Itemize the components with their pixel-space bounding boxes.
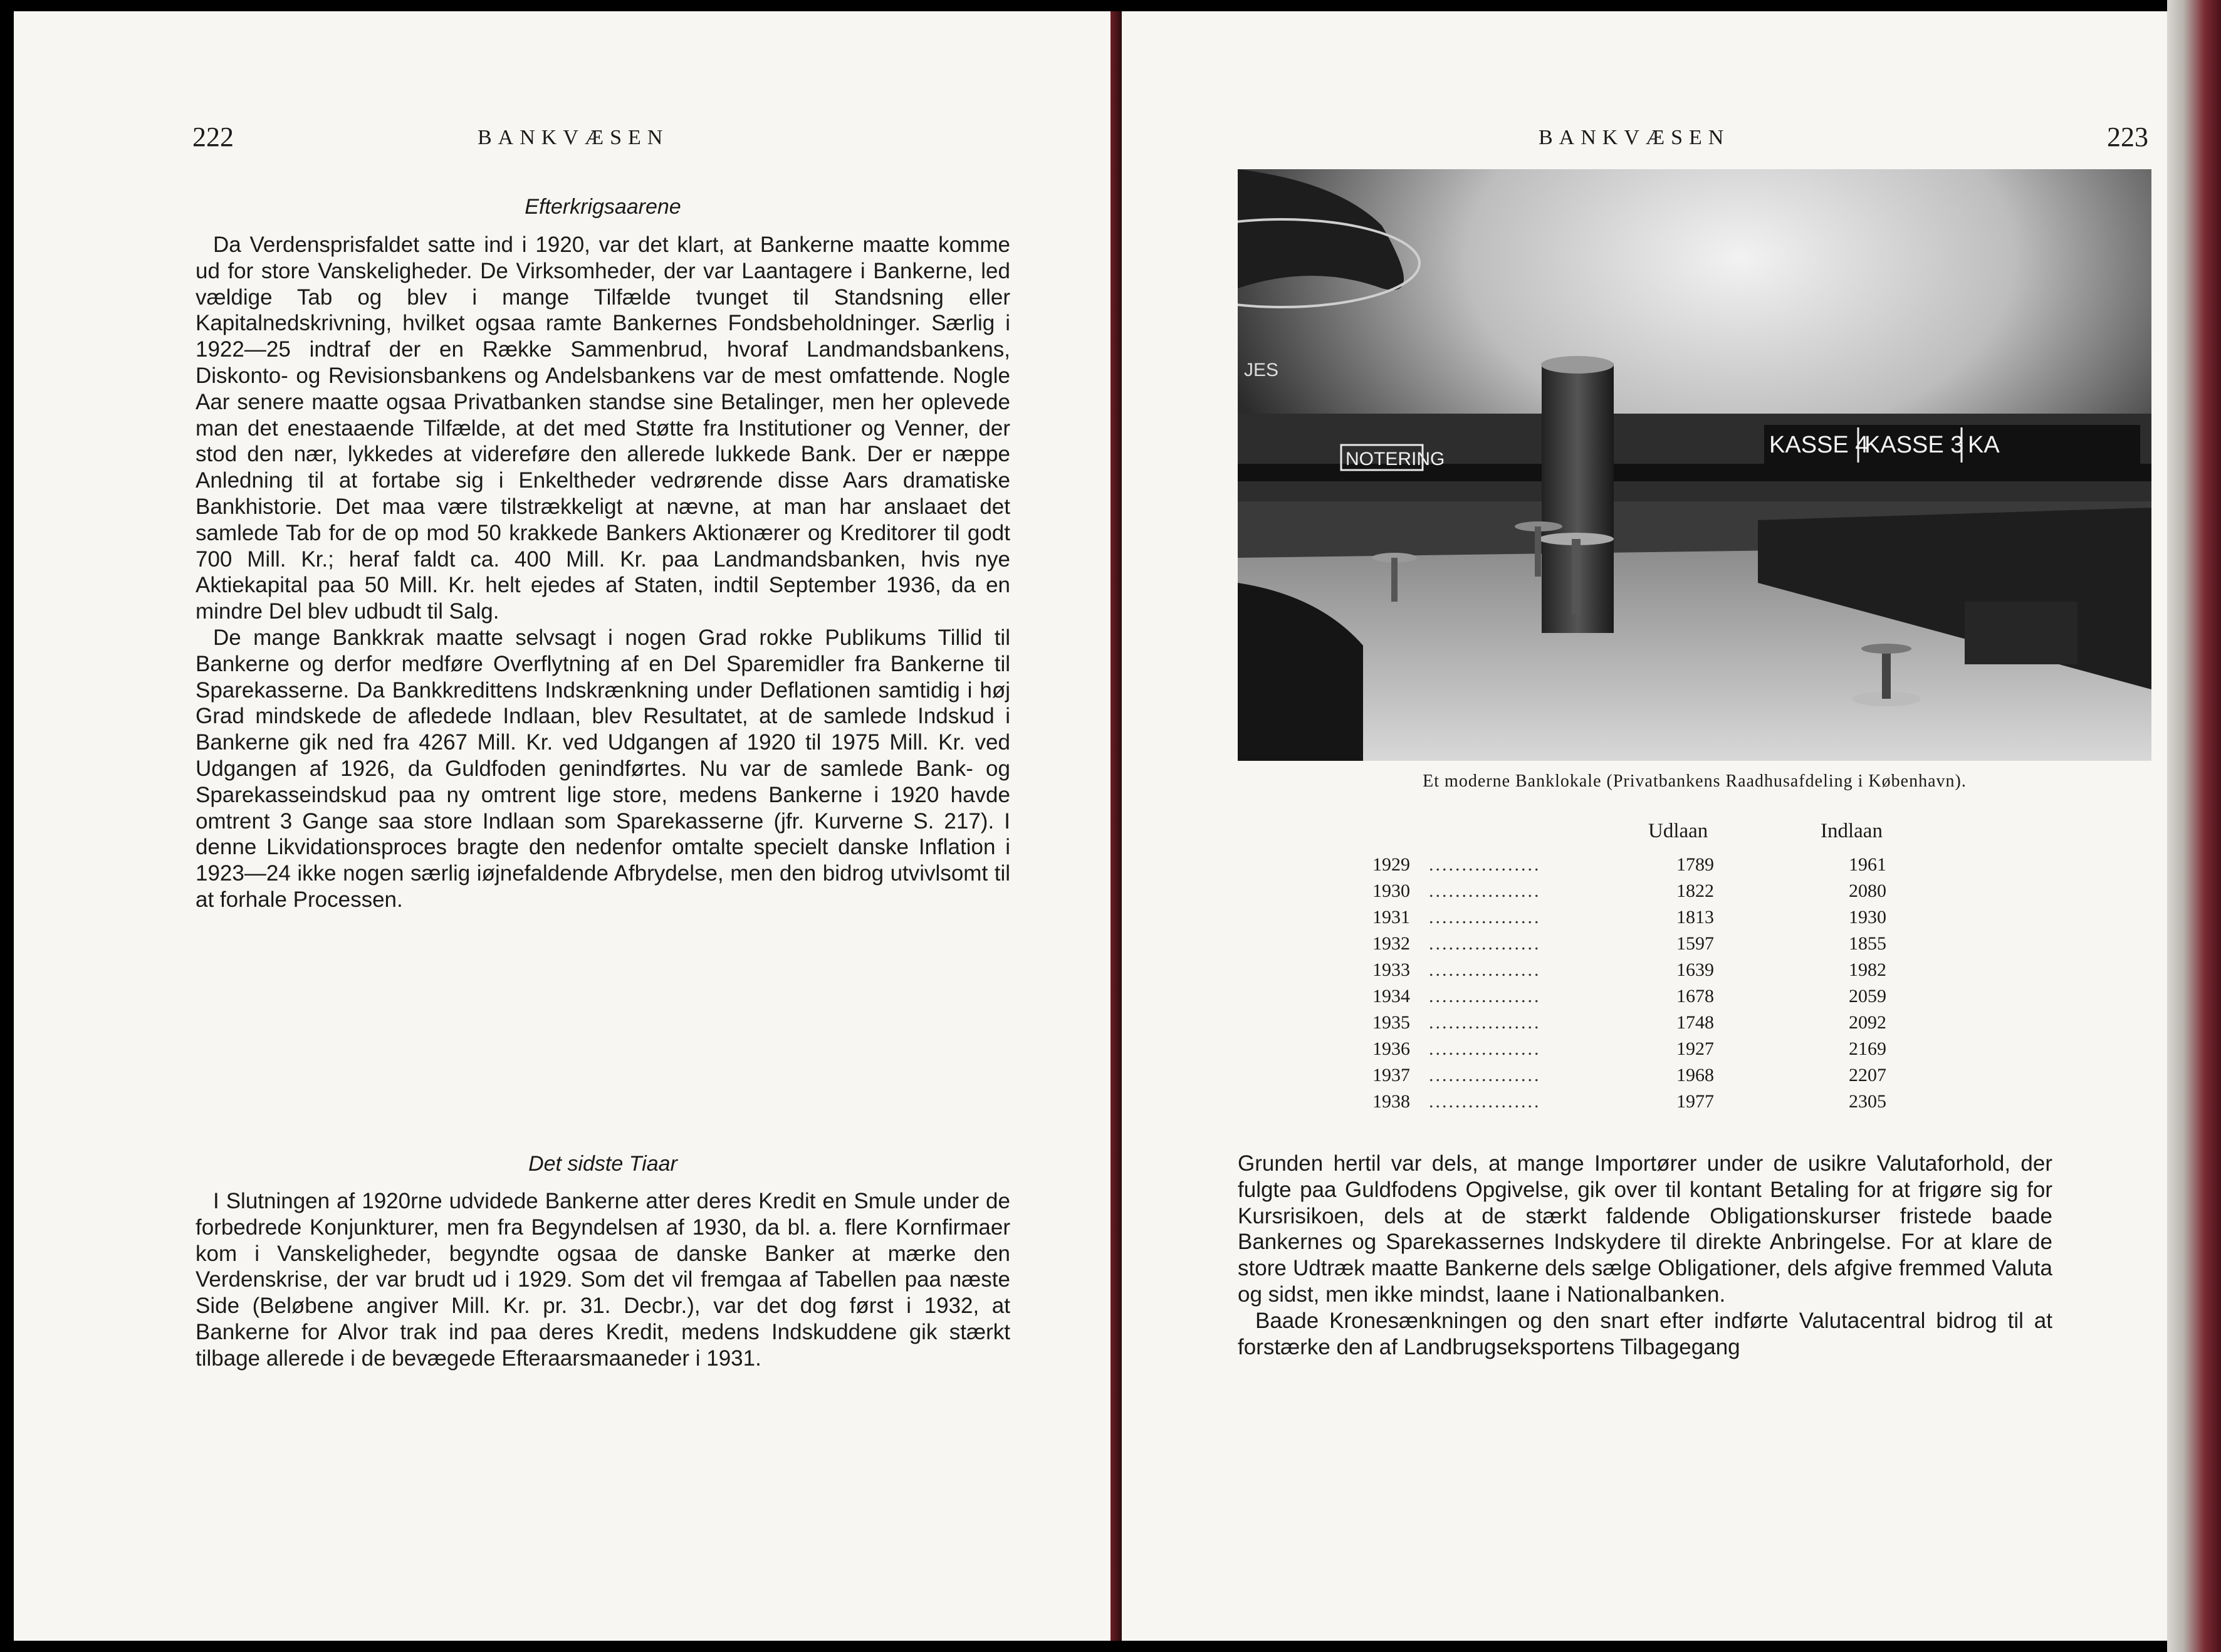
indlaan-cell: 1855	[1849, 933, 1886, 954]
book-spine	[1110, 11, 1122, 1641]
sign-kasse-3: KASSE 3	[1864, 432, 1964, 458]
book-edge	[2167, 0, 2221, 1652]
paragraph: I Slutningen af 1920rne udvidede Bankerne atter deres Kredit en Smule under de forbedrede Konjunkturer, men fra Begyndelsen af 1930, da bl. a. flere Kornfirmaer kom i Vanskeligheder, begyndte ogsaa de danske Banker at mærke den Verdenskrise, der var brudt ud i 1929. Som det vil fremgaa af Tabellen paa næste Side (Beløbene angiver Mill. Kr. pr. 31. Decbr.), var det dog først i 1932, at Bankerne for Alvor trak ind paa deres Kredit, medens Indskuddene gik stærkt tilbage allerede i de bevægede Efteraarsmaaneder i 1931.	[196, 1189, 1010, 1371]
udlaan-cell: 1639	[1676, 959, 1714, 980]
left-page	[14, 11, 1110, 1641]
udlaan-cell: 1813	[1676, 907, 1714, 928]
year-cell: 1936	[1372, 1038, 1410, 1059]
year-cell: 1934	[1372, 986, 1410, 1006]
indlaan-cell: 2169	[1849, 1038, 1886, 1059]
col-header-udlaan: Udlaan	[1648, 820, 1708, 842]
indlaan-cell: 2059	[1849, 986, 1886, 1006]
udlaan-cell: 1822	[1676, 881, 1714, 901]
year-cell: 1931	[1372, 907, 1410, 928]
udlaan-cell: 1597	[1676, 933, 1714, 954]
year-cell: 1935	[1372, 1012, 1410, 1033]
indlaan-cell: 2092	[1849, 1012, 1886, 1033]
table-row	[1372, 881, 2030, 907]
leader-dots: .................	[1429, 986, 1541, 1006]
right-page	[1122, 11, 2167, 1641]
leader-dots: .................	[1429, 1038, 1541, 1059]
sign-kasse-4: KASSE 4	[1769, 432, 1869, 458]
sign-ka: KA	[1968, 432, 2000, 458]
table-row	[1372, 1038, 2030, 1065]
udlaan-cell: 1968	[1676, 1065, 1714, 1085]
section-title: Det sidste Tiaar	[528, 1152, 677, 1176]
indlaan-cell: 1982	[1849, 959, 1886, 980]
leader-dots: .................	[1429, 1012, 1541, 1033]
photo-illustration	[1238, 169, 2151, 761]
body-text	[1238, 1151, 2052, 1360]
sign-notering: NOTERING	[1346, 449, 1445, 469]
table-row	[1372, 907, 2030, 933]
table-row	[1372, 959, 2030, 986]
section-title: Efterkrigsaarene	[525, 195, 681, 219]
year-cell: 1938	[1372, 1091, 1410, 1112]
leader-dots: .................	[1429, 881, 1541, 901]
indlaan-cell: 2305	[1849, 1091, 1886, 1112]
udlaan-cell: 1748	[1676, 1012, 1714, 1033]
indlaan-cell: 1930	[1849, 907, 1886, 928]
page-number: 222	[192, 122, 234, 152]
udlaan-cell: 1678	[1676, 986, 1714, 1006]
paragraph: Grunden hertil var dels, at mange Importører under de usikre Valutaforhold, der fulgte paa Guldfodens Opgivelse, gik over til kontant Betaling for at frigøre sig for Kursrisikoen, dels at de stærkt faldende Obligationskurser fristede baade Bankernes og Sparekassernes Indskydere til direkte Anbringelse. For at klare de store Udtræk maatte Bankerne dels sælge Obligationer, dels afgive fremmed Valuta og sidst, men ikke mindst, laane i Nationalbanken.	[1238, 1151, 2052, 1307]
table-row	[1372, 986, 2030, 1012]
indlaan-cell: 1961	[1849, 854, 1886, 875]
sign-jes: JES	[1244, 360, 1279, 380]
year-cell: 1933	[1372, 959, 1410, 980]
indlaan-cell: 2207	[1849, 1065, 1886, 1085]
year-cell: 1937	[1372, 1065, 1410, 1085]
paragraph: De mange Bankkrak maatte selvsagt i nogen Grad rokke Publikums Tillid til Bankerne og derfor medføre Overflytning af en Del Sparemidler fra Bankerne til Sparekasserne. Da Bankkredittens Indskrænkning under Deflationen samtidig i høj Grad mindskede de afledede Indlaan, blev Resultatet, at de samlede Indskud i Bankerne gik ned fra 4267 Mill. Kr. ved Udgangen af 1920 til 1975 Mill. Kr. ved Udgangen af 1926, da Guldfoden genindførtes. Nu var de samlede Bank- og Sparekasseindskud paa ny omtrent lige store, medens Bankerne i 1920 havde omtrent 3 Gange saa store Indlaan som Sparekasserne (jfr. Kurverne S. 217). I denne Likvidationsproces bragte den nedenfor omtalte specielt danske Inflation i 1923—24 ikke nogen særlig iøjnefaldende Afbrydelse, men den bidrog utvivlsomt til at forhale Processen.	[196, 625, 1010, 912]
page-number: 223	[2107, 122, 2148, 152]
body-text	[196, 1188, 1010, 1372]
leader-dots: .................	[1429, 907, 1541, 928]
leader-dots: .................	[1429, 1065, 1541, 1085]
body-text	[196, 232, 1010, 913]
year-cell: 1930	[1372, 881, 1410, 901]
table-row	[1372, 1065, 2030, 1091]
leader-dots: .................	[1429, 933, 1541, 954]
running-head: BANKVÆSEN	[1539, 126, 1730, 149]
table-row	[1372, 854, 2030, 881]
paragraph: Baade Kronesænkningen og den snart efter indførte Valutacentral bidrog til at forstærke den af Landbrugseksportens Tilbagegang	[1238, 1308, 2052, 1359]
year-cell: 1932	[1372, 933, 1410, 954]
paragraph: Da Verdensprisfaldet satte ind i 1920, var det klart, at Bankerne maatte komme ud for store Vanskeligheder. De Virksomheder, der var Laantagere i Bankerne, led vældige Tab og blev i mange Tilfælde tvunget til Standsning eller Kapitalnedskrivning, hvilket ogsaa ramte Bankernes Fondsbeholdninger. Særlig i 1922—25 indtraf der en Række Sammenbrud, hvoraf Landmandsbankens, Diskonto- og Revisionsbankens og Andelsbankens var de mest omfattende. Nogle Aar senere maatte ogsaa Privatbanken standse sine Betalinger, men her oplevede man det enestaaende Tilfælde, at det med Støtte fra Institutioner og Venner, der stod den nær, lykkedes at videreføre den allerede lukkede Bank. Der er næppe Anledning til at fortabe sig i Enkeltheder vedrørende disse Aars dramatiske Bankhistorie. Det maa være tilstrækkeligt at nævne, at man har anslaaet det samlede Tab for de op mod 50 krakkede Bankers Aktionærer og Kreditorer til godt 700 Mill. Kr.; heraf faldt ca. 400 Mill. Kr. paa Landmandsbanken, hvis nye Aktiekapital paa 50 Mill. Kr. helt ejedes af Staten, indtil September 1936, da en mindre Del blev udbudt til Salg.	[196, 233, 1010, 624]
udlaan-cell: 1977	[1676, 1091, 1714, 1112]
udlaan-cell: 1789	[1676, 854, 1714, 875]
col-header-indlaan: Indlaan	[1821, 820, 1883, 842]
year-cell: 1929	[1372, 854, 1410, 875]
leader-dots: .................	[1429, 959, 1541, 980]
table-row	[1372, 1091, 2030, 1117]
photo-caption: Et moderne Banklokale (Privatbankens Raadhusafdeling i København).	[1423, 771, 1967, 791]
running-head: BANKVÆSEN	[478, 126, 669, 149]
leader-dots: .................	[1429, 854, 1541, 875]
udlaan-cell: 1927	[1676, 1038, 1714, 1059]
bank-interior-photo	[1238, 169, 2151, 761]
table-row	[1372, 1012, 2030, 1038]
table-row	[1372, 933, 2030, 959]
indlaan-cell: 2080	[1849, 881, 1886, 901]
leader-dots: .................	[1429, 1091, 1541, 1112]
